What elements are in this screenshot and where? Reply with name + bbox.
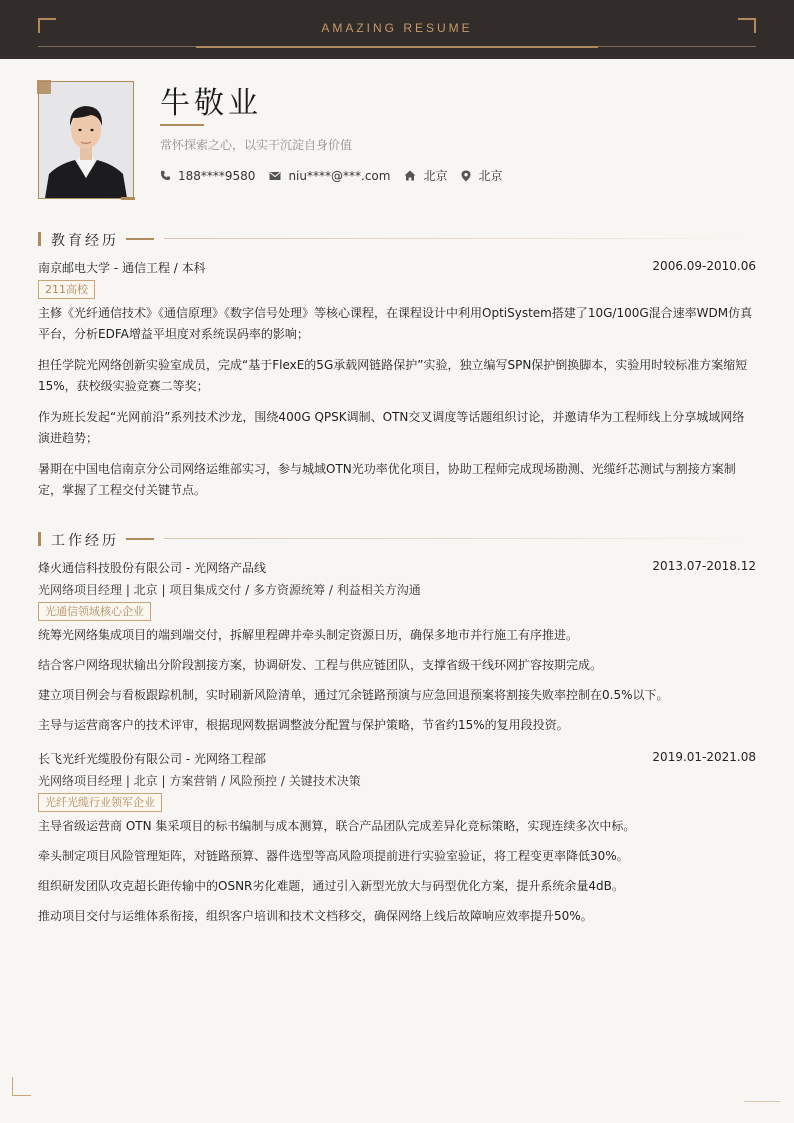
- section-rule: [164, 238, 756, 239]
- job-2-date: 2019.01-2021.08: [652, 750, 756, 764]
- avatar: [38, 81, 134, 199]
- section-title-work: 工作经历: [51, 533, 119, 549]
- education-item-1: 主修《光纤通信技术》《通信原理》《数字信号处理》等核心课程，在课程设计中利用OptiSystem搭建了10G/100G混合速率WDM仿真平台，分析EDFA增益平坦度对系统误码率的影响；: [38, 306, 753, 341]
- contact-email-text: niu****@***.com: [288, 168, 391, 183]
- section-dash: [126, 538, 154, 540]
- location-pin-icon: [461, 170, 471, 182]
- education-section-header: [38, 230, 756, 248]
- section-title-education: 教育经历: [51, 233, 119, 249]
- section-bar: [38, 232, 41, 246]
- education-tag: 211高校: [38, 280, 95, 299]
- work-section-header: [38, 530, 756, 548]
- contact-home-text: 北京: [423, 169, 448, 183]
- job-2-item-4: 推动项目交付与运维体系衔接，组织客户培训和技术文档移交，确保网络上线后故障响应效率提升50%。: [38, 909, 593, 923]
- contact-phone-text: 188****9580: [178, 168, 256, 183]
- footer-corner-decoration: [12, 1077, 31, 1096]
- job-1-item-1: 统筹光网络集成项目的端到端交付，拆解里程碑并牵头制定资源日历，确保多地市并行施工有序推进。: [38, 628, 579, 642]
- education-item-4: 暑期在中国电信南京分公司网络运维部实习，参与城域OTN光功率优化项目，协助工程师完成现场勘测、光缆纤芯测试与割接方案制定，掌握了工程交付关键节点。: [38, 462, 736, 497]
- job-2-item-2: 牵头制定项目风险管理矩阵，对链路预算、器件选型等高风险项提前进行实验室验证，将工程变更率降低30%。: [38, 849, 629, 863]
- contact-home: [404, 167, 447, 184]
- job-1-item-3: 建立项目例会与看板跟踪机制，实时刷新风险清单，通过冗余链路预演与应急回退预案将割接失败率控制在0.5%以下。: [38, 688, 669, 702]
- mail-icon: [269, 171, 281, 181]
- education-entry-header: [38, 259, 756, 276]
- section-dash: [126, 238, 154, 240]
- education-item-3: 作为班长发起“光网前沿”系列技术沙龙，围绕400G QPSK调制、OTN交叉调度等话题组织讨论，并邀请华为工程师线上分享城域网络演进趋势；: [38, 410, 745, 445]
- education-item-2: 担任学院光网络创新实验室成员，完成“基于FlexE的5G承载网链路保护”实验，独立编写SPN保护倒换脚本，实验用时较标准方案缩短15%，获校级实验竞赛二等奖；: [38, 358, 748, 393]
- section-bar: [38, 532, 41, 546]
- job-2-item-1: 主导省级运营商 OTN 集采项目的标书编制与成本测算，联合产品团队完成差异化竞标策略，实现连续多次中标。: [38, 819, 636, 833]
- job-1-company: 烽火通信科技股份有限公司 - 光网络产品线: [38, 561, 266, 575]
- section-rule: [164, 538, 756, 539]
- home-icon: [404, 170, 416, 181]
- phone-icon: [160, 170, 171, 181]
- photo-corner-accent-bottom: [121, 197, 135, 200]
- candidate-motto: 常怀探索之心，以实干沉淀自身价值: [160, 138, 353, 152]
- person-portrait-icon: [39, 82, 133, 198]
- top-banner: [0, 0, 794, 59]
- name-underline: [160, 124, 204, 126]
- contact-email: [269, 169, 390, 183]
- contact-location: [461, 167, 502, 184]
- education-date: 2006.09-2010.06: [652, 259, 756, 273]
- job-2-tag: 光纤光缆行业领军企业: [38, 793, 162, 812]
- job-1-date: 2013.07-2018.12: [652, 559, 756, 573]
- job-2-item-3: 组织研发团队攻克超长距传输中的OSNR劣化难题，通过引入新型光放大与码型优化方案，提升系统余量4dB。: [38, 879, 624, 893]
- banner-accent-line: [196, 46, 598, 48]
- banner-title: AMAZING RESUME: [321, 21, 473, 35]
- job-1-tag: 光通信领域核心企业: [38, 602, 151, 621]
- contact-location-text: 北京: [478, 169, 503, 183]
- job-2-company: 长飞光纤光缆股份有限公司 - 光网络工程部: [38, 752, 266, 766]
- job-2-header: [38, 750, 756, 767]
- footer-line-decoration: [744, 1101, 780, 1102]
- candidate-name: 牛敬业: [160, 86, 262, 121]
- photo-corner-accent: [37, 80, 51, 94]
- education-school: 南京邮电大学 - 通信工程 / 本科: [38, 261, 206, 275]
- contact-phone: [160, 169, 255, 183]
- job-1-role: 光网络项目经理 | 北京 | 项目集成交付 / 多方资源统筹 / 利益相关方沟通: [38, 583, 421, 597]
- contact-list: [160, 167, 516, 184]
- profile-photo: [38, 81, 134, 199]
- job-1-header: [38, 559, 756, 576]
- job-1-item-2: 结合客户网络现状输出分阶段割接方案，协调研发、工程与供应链团队，支撑省级干线环网扩容按期完成。: [38, 658, 603, 672]
- job-2-role: 光网络项目经理 | 北京 | 方案营销 / 风险预控 / 关键技术决策: [38, 774, 361, 788]
- job-1-item-4: 主导与运营商客户的技术评审，根据现网数据调整波分配置与保护策略，节省约15%的复用段投资。: [38, 718, 569, 732]
